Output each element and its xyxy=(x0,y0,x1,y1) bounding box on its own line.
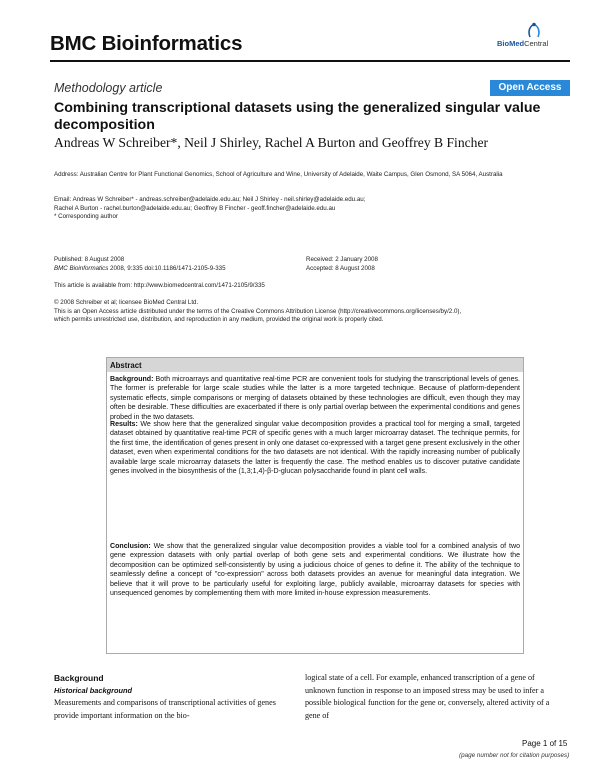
published-date: Published: 8 August 2008 xyxy=(54,256,125,263)
author-emails xyxy=(54,196,564,222)
publication-info xyxy=(54,256,294,273)
abstract-background xyxy=(110,375,520,422)
biomed-central-logo xyxy=(497,22,567,50)
citation-journal: BMC Bioinformatics xyxy=(54,264,109,272)
article-type: Methodology article xyxy=(54,81,163,95)
received-date: Received: 2 January 2008 xyxy=(306,256,378,263)
results-text: We show here that the generalized singular value decomposition provides a practical tool for merging a small, targeted dataset obtained by quantitative real-time PCR of specific genes with a much larger microarray dataset. The technique permits, for the first time, the identification of genes present in only one dataset co-expressed with a target gene present exclusively in the other dataset, even when experimental conditions for the two datasets are not identical. With the rapidly increasing number of publically available large scale microarray datasets the latter is frequently the case. The method enables us to discover putative candidate genes involved in the biosynthesis of the (1,3;1,4)-β-D-glucan polysaccharide found in plant cell walls. xyxy=(110,421,520,476)
logo-bio-text: BioMed xyxy=(497,39,525,48)
body-left-column: Measurements and comparisons of transcriptional activities of genes provide important information on the bio- xyxy=(54,698,276,720)
license-line-2: which permits unrestricted use, distribution, and reproduction in any medium, provided the original work is properly cited. xyxy=(54,316,384,324)
license-line-1: This is an Open Access article distributed under the terms of the Creative Commons Attribution License (http://creativecommons.org/licenses/by/2.0), xyxy=(54,307,462,315)
logo-central-text: Central xyxy=(524,39,549,48)
subsection-heading: Historical background xyxy=(54,686,133,695)
section-heading: Background xyxy=(54,673,104,683)
author-list: Andreas W Schreiber*, Neil J Shirley, Rachel A Burton and Geoffrey B Fincher xyxy=(54,135,489,150)
page-number-note: (page number not for citation purposes) xyxy=(459,752,570,759)
accepted-date: Accepted: 8 August 2008 xyxy=(306,264,375,272)
body-right-column: logical state of a cell. For example, enhanced transcription of a gene of unknown function in response to an imposed stress may be used to infer a possible biological function for the gene or, conversely, altered activity of a gene of xyxy=(305,673,550,720)
abstract-conclusion xyxy=(110,542,520,599)
abstract-heading: Abstract xyxy=(110,361,142,370)
page-number: Page 1 of 15 xyxy=(522,739,568,748)
abstract-box xyxy=(106,357,524,654)
copyright-line: © 2008 Schreiber et al; licensee BioMed Central Ltd. xyxy=(54,299,199,306)
biomed-logo-icon xyxy=(527,22,541,39)
emails-line-2: Rachel A Burton - rachel.burton@adelaide.edu.au; Geoffrey B Fincher - geoff.fincher@adelaide.edu.au xyxy=(54,204,336,212)
abstract-results xyxy=(110,420,520,477)
citation-details: 2008, 9:335 doi:10.1186/1471-2105-9-335 xyxy=(108,264,226,272)
results-label: Results: xyxy=(110,421,138,428)
background-text: Both microarrays and quantitative real-time PCR are convenient tools for studying the transcriptional levels of genes. The former is preferable for large scale studies while the latter is a more targeted technique. Because of platform-dependent systematic effects, simple comparisons or merging of datasets obtained by these technologies are difficult, even though they may often be desirable. These difficulties are exacerbated if there is only partial overlap between the experimental conditions and genes probed in the two datasets. xyxy=(110,376,520,421)
license-block xyxy=(54,299,569,325)
abstract-header xyxy=(107,357,523,372)
author-address: Address: Australian Centre for Plant Functional Genomics, School of Agriculture and Wine, University of Adelaide, Waite Campus, Glen Osmond, SA 5064, Australia xyxy=(54,171,503,178)
conclusion-label: Conclusion: xyxy=(110,543,151,550)
background-label: Background: xyxy=(110,376,154,383)
emails-line-1: Email: Andreas W Schreiber* - andreas.schreiber@adelaide.edu.au; Neil J Shirley - neil.shirley@adelaide.edu.au; xyxy=(54,196,366,203)
citation xyxy=(54,265,294,274)
open-access-badge: Open Access xyxy=(490,80,570,96)
received-accepted xyxy=(306,256,506,273)
journal-title: BMC Bioinformatics xyxy=(50,32,243,55)
conclusion-text: We show that the generalized singular value decomposition provides a viable tool for a combined analysis of two gene expression datasets with only partial overlap of both gene sets and experimental conditions. We illustrate how the decomposition can be optimized self-consistently by using a judicious choice of genes to define it. The ability of the technique to seamlessly define a concept of "co-expression" across both datasets provides an avenue for meaningful data integration. We believe that it will prove to be particularly useful for exploiting large, publicly available, microarray datasets for species with unsequenced genomes by complementing them with more limited in-house expression measurements. xyxy=(110,543,520,598)
article-title: Combining transcriptional datasets using the generalized singular value decomposition xyxy=(54,100,541,133)
header-rule xyxy=(50,60,570,62)
corresponding-author: * Corresponding author xyxy=(54,213,118,221)
availability-link[interactable]: This article is available from: http://www.biomedcentral.com/1471-2105/9/335 xyxy=(54,282,265,289)
